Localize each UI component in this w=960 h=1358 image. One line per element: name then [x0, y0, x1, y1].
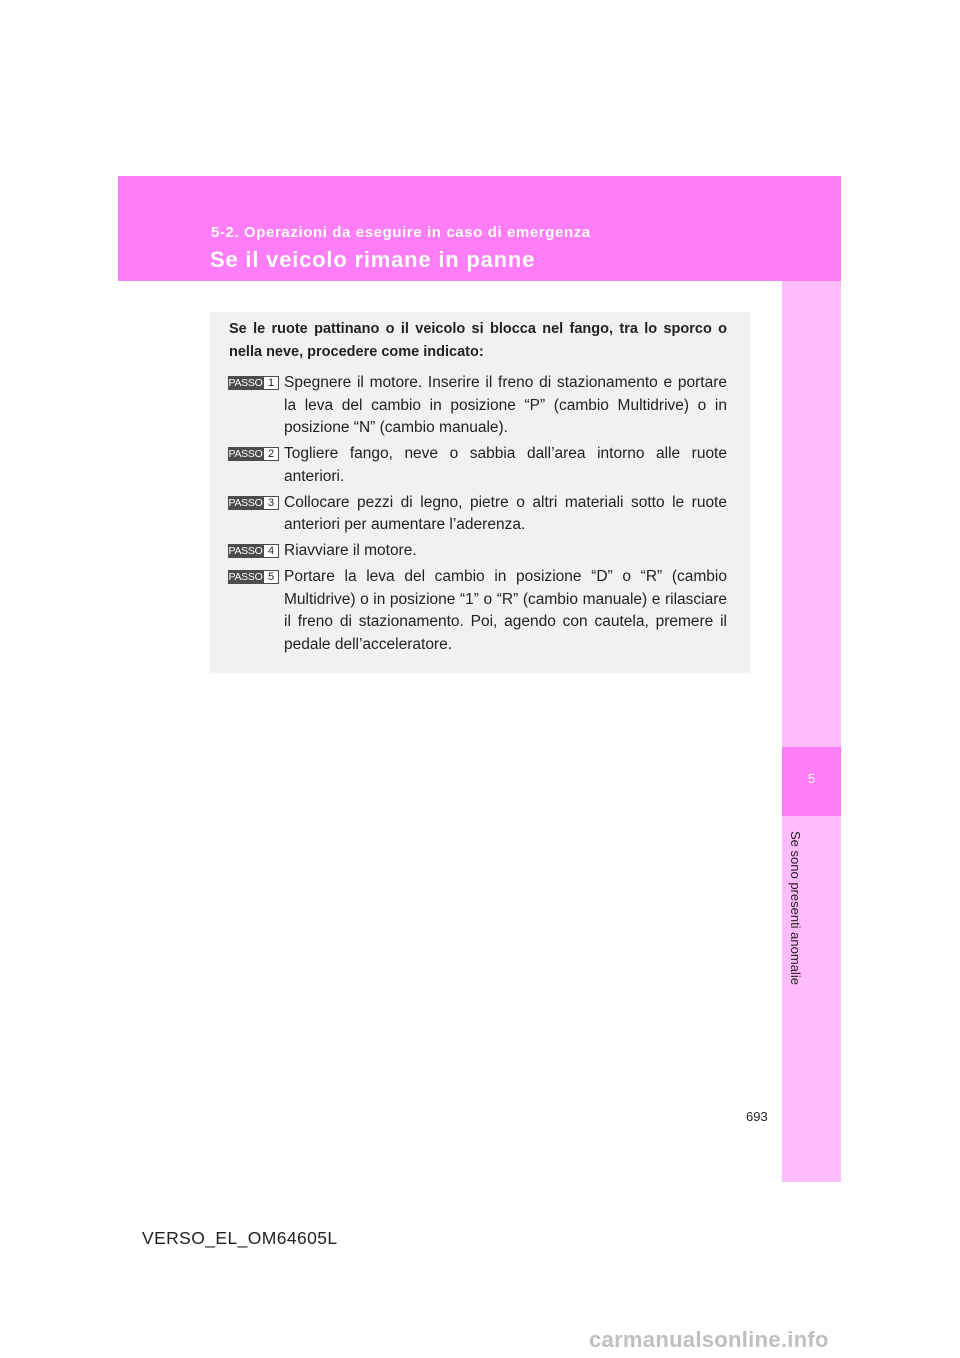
step-badge-word: PASSO	[228, 545, 263, 557]
document-code: VERSO_EL_OM64605L	[142, 1228, 338, 1248]
step-badge	[228, 447, 279, 461]
step-badge-word: PASSO	[228, 448, 263, 460]
step-item	[228, 492, 727, 537]
step-badge-number: 1	[263, 376, 279, 390]
step-item	[228, 540, 727, 563]
chapter-title: Se sono presenti anomalie	[788, 831, 803, 985]
step-text: Riavviare il motore.	[284, 542, 417, 559]
step-badge-word: PASSO	[228, 377, 263, 389]
step-item	[228, 443, 727, 488]
step-badge	[228, 570, 279, 584]
step-badge	[228, 496, 279, 510]
chapter-number-block	[782, 747, 841, 816]
step-item	[228, 566, 727, 656]
step-badge	[228, 376, 279, 390]
page-number: 693	[746, 1109, 768, 1124]
steps-list	[228, 372, 727, 656]
step-text: Togliere fango, neve o sabbia dall’area intorno alle ruote anteriori.	[284, 445, 727, 485]
chapter-side-tab	[782, 281, 841, 1182]
intro-text: Se le ruote pattinano o il veicolo si blocca nel fango, tra lo sporco o nella neve, procedere come indicato:	[229, 321, 727, 360]
step-text: Portare la leva del cambio in posizione “D” o “R” (cambio Multidrive) o in posizione “1” o “R” (cambio manuale) e rilasciare il freno di stazionamento. Poi, agendo con cautela, premere il pedale dell’acceleratore.	[284, 568, 727, 653]
header-band	[118, 176, 841, 281]
step-badge-number: 3	[263, 496, 279, 510]
step-badge-word: PASSO	[228, 571, 263, 583]
chapter-number: 5	[807, 771, 816, 786]
step-text: Spegnere il motore. Inserire il freno di stazionamento e portare la leva del cambio in posizione “P” (cambio Multidrive) o in posizione “N” (cambio manuale).	[284, 374, 727, 436]
page-title: Se il veicolo rimane in panne	[210, 247, 536, 272]
step-badge-number: 5	[263, 570, 279, 584]
step-badge-word: PASSO	[228, 496, 263, 509]
step-badge-number: 4	[263, 544, 279, 558]
section-label: 5-2. Operazioni da eseguire in caso di emergenza	[211, 224, 591, 241]
watermark: carmanualsonline.info	[589, 1327, 829, 1352]
step-badge-number: 2	[263, 447, 279, 461]
step-item	[228, 372, 727, 440]
step-badge	[228, 544, 279, 558]
step-text: Collocare pezzi di legno, pietre o altri materiali sotto le ruote anteriori per aumentare l’aderenza.	[284, 493, 727, 533]
content-box	[210, 312, 750, 673]
